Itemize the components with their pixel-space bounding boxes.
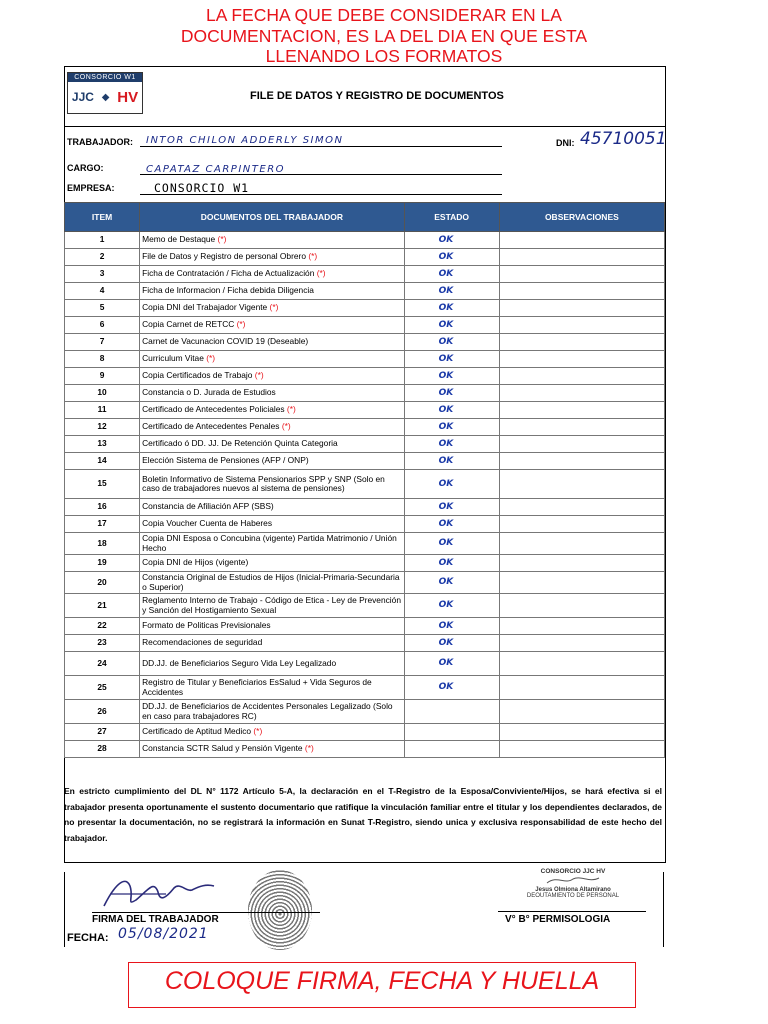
row-document-label: Formato de Politicas Previsionales	[142, 620, 271, 631]
table-row	[65, 572, 665, 594]
row-observaciones[interactable]	[499, 676, 664, 700]
row-document	[140, 334, 404, 351]
row-observaciones[interactable]	[499, 283, 664, 300]
row-estado[interactable]	[404, 700, 499, 724]
row-item-number: 20	[65, 572, 140, 594]
row-observaciones[interactable]	[499, 385, 664, 402]
vb-line	[498, 911, 646, 912]
stamp-dept: DEOUTAMIENTO DE PERSONAL	[526, 893, 620, 899]
legal-notice: En estricto cumplimiento del DL N° 1172 Artículo 5-A, la declaración en el T-Registro de la Esposa/Conviviente/Hijos, se hará efectiva si el trabajador presenta oportunamente el sustento documentario que ratifique la vinculación familiar entre el titular y los dependientes declarados, de no presentar la documentación, no se registrará la información en Sunat T-Registro, siendo unica y exclusiva responsabilidad de este hecho del trabajador.	[64, 786, 662, 843]
estado-value: OK	[438, 404, 454, 415]
row-item-number: 1	[65, 232, 140, 249]
required-marker: (*)	[217, 234, 227, 245]
row-document-label: Certificado de Antecedentes Policiales	[142, 404, 285, 415]
row-observaciones[interactable]	[499, 594, 664, 618]
row-estado[interactable]	[404, 555, 499, 572]
table-row	[65, 470, 665, 499]
row-item-number: 15	[65, 470, 140, 499]
table-row	[65, 594, 665, 618]
row-estado[interactable]	[404, 741, 499, 758]
row-item-number: 27	[65, 724, 140, 741]
row-observaciones[interactable]	[499, 555, 664, 572]
cargo-value: CAPATAZ CARPINTERO	[146, 164, 286, 175]
row-item-number: 26	[65, 700, 140, 724]
header-divider	[64, 126, 665, 127]
row-estado[interactable]	[404, 572, 499, 594]
signature-left-border	[64, 872, 65, 947]
estado-value: OK	[438, 455, 454, 466]
row-document-label: Copia DNI del Trabajador Vigente	[142, 302, 268, 313]
required-marker: (*)	[206, 353, 216, 364]
row-document	[140, 300, 404, 317]
table-row	[65, 635, 665, 652]
row-document	[140, 368, 404, 385]
row-document	[140, 351, 404, 368]
notice-line-1: LA FECHA QUE DEBE CONSIDERAR EN LA	[206, 5, 562, 25]
form-title: FILE DE DATOS Y REGISTRO DE DOCUMENTOS	[250, 90, 504, 102]
cargo-label: CARGO:	[67, 163, 104, 173]
row-document	[140, 436, 404, 453]
row-estado[interactable]	[404, 436, 499, 453]
documents-table	[64, 202, 665, 758]
row-document-label: Copia Voucher Cuenta de Haberes	[142, 518, 273, 529]
estado-value: OK	[438, 421, 454, 432]
empresa-value: CONSORCIO W1	[154, 181, 250, 195]
row-item-number: 17	[65, 516, 140, 533]
estado-value: OK	[438, 285, 454, 296]
row-observaciones[interactable]	[499, 533, 664, 555]
row-estado[interactable]	[404, 266, 499, 283]
row-document-label: Curriculum Vitae	[142, 353, 204, 364]
signature-right-border	[663, 872, 664, 947]
table-row	[65, 317, 665, 334]
table-row	[65, 249, 665, 266]
row-document-label: File de Datos y Registro de personal Obrero	[142, 251, 306, 262]
logo-jjc: JJC	[71, 90, 94, 104]
estado-value: OK	[438, 438, 454, 449]
table-row	[65, 436, 665, 453]
stamp-company: CONSORCIO JJC HV	[540, 868, 606, 875]
row-observaciones[interactable]	[499, 700, 664, 724]
cargo-field[interactable]	[140, 160, 502, 175]
row-document-label: Constancia de Afiliación AFP (SBS)	[142, 501, 274, 512]
estado-value: OK	[438, 353, 454, 364]
vb-label: V° B° PERMISOLOGIA	[505, 914, 611, 925]
row-estado[interactable]	[404, 368, 499, 385]
row-document	[140, 676, 404, 700]
row-document-label: Reglamento Interno de Trabajo - Código de Etica - Ley de Prevención y Sanción del Hostigamiento Sexual	[142, 595, 401, 615]
table-row	[65, 266, 665, 283]
row-document	[140, 385, 404, 402]
row-document	[140, 724, 404, 741]
row-document-label: Elección Sistema de Pensiones (AFP / ONP)	[142, 455, 309, 466]
trabajador-value: INTOR CHILON ADDERLY SIMON	[146, 135, 344, 146]
row-item-number: 24	[65, 652, 140, 676]
row-document-label: Ficha de Informacion / Ficha debida Diligencia	[142, 285, 314, 296]
estado-value: OK	[438, 501, 454, 512]
table-row	[65, 351, 665, 368]
required-marker: (*)	[236, 319, 246, 330]
row-estado[interactable]	[404, 300, 499, 317]
row-document-label: Copia Certificados de Trabajo	[142, 370, 253, 381]
row-estado[interactable]	[404, 724, 499, 741]
row-item-number: 7	[65, 334, 140, 351]
estado-value: OK	[438, 478, 454, 489]
row-document-label: Memo de Destaque	[142, 234, 216, 245]
estado-value: OK	[438, 234, 454, 245]
row-item-number: 22	[65, 618, 140, 635]
estado-value: OK	[438, 600, 454, 611]
row-document	[140, 652, 404, 676]
row-document	[140, 635, 404, 652]
row-estado[interactable]	[404, 385, 499, 402]
dni-label: DNI:	[556, 138, 575, 148]
empresa-label: EMPRESA:	[67, 183, 115, 193]
row-estado[interactable]	[404, 249, 499, 266]
legal-divider	[64, 862, 665, 863]
row-document-label: Constancia o D. Jurada de Estudios	[142, 387, 276, 398]
row-item-number: 16	[65, 499, 140, 516]
row-document-label: Certificado ó DD. JJ. De Retención Quinta Categoria	[142, 438, 338, 449]
row-document-label: Registro de Titular y Beneficiarios EsSalud + Vida Seguros de Accidentes	[142, 677, 372, 697]
row-observaciones[interactable]	[499, 741, 664, 758]
row-estado[interactable]	[404, 419, 499, 436]
required-marker: (*)	[269, 302, 279, 313]
row-document-label: Certificado de Aptitud Medico	[142, 726, 252, 737]
row-document	[140, 499, 404, 516]
row-item-number: 14	[65, 453, 140, 470]
estado-value: OK	[438, 268, 454, 279]
estado-value: OK	[438, 538, 454, 549]
signature-reminder: COLOQUE FIRMA, FECHA Y HUELLA	[128, 962, 636, 1008]
row-estado[interactable]	[404, 676, 499, 700]
date-notice	[0, 5, 768, 67]
row-item-number: 4	[65, 283, 140, 300]
row-document-label: Copia Carnet de RETCC	[142, 319, 235, 330]
row-estado[interactable]	[404, 453, 499, 470]
fecha-label: FECHA:	[67, 932, 109, 944]
table-row	[65, 334, 665, 351]
table-row	[65, 368, 665, 385]
estado-value: OK	[438, 637, 454, 648]
header-observaciones: OBSERVACIONES	[499, 203, 664, 232]
row-estado[interactable]	[404, 652, 499, 676]
required-marker: (*)	[308, 251, 318, 262]
required-marker: (*)	[286, 404, 296, 415]
row-document-label: Certificado de Antecedentes Penales	[142, 421, 280, 432]
estado-value: OK	[438, 336, 454, 347]
table-row	[65, 724, 665, 741]
row-observaciones[interactable]	[499, 453, 664, 470]
logo-title: CONSORCIO W1	[68, 73, 142, 82]
row-item-number: 23	[65, 635, 140, 652]
row-document	[140, 572, 404, 594]
table-row	[65, 385, 665, 402]
row-observaciones[interactable]	[499, 724, 664, 741]
row-item-number: 21	[65, 594, 140, 618]
estado-value: OK	[438, 302, 454, 313]
table-row	[65, 499, 665, 516]
row-estado[interactable]	[404, 499, 499, 516]
row-item-number: 18	[65, 533, 140, 555]
firma-label: FIRMA DEL TRABAJADOR	[92, 914, 219, 925]
row-estado[interactable]	[404, 334, 499, 351]
row-observaciones[interactable]	[499, 249, 664, 266]
row-estado[interactable]	[404, 317, 499, 334]
row-document	[140, 249, 404, 266]
row-observaciones[interactable]	[499, 516, 664, 533]
row-document	[140, 402, 404, 419]
required-marker: (*)	[316, 268, 326, 279]
estado-value: OK	[438, 557, 454, 568]
table-row	[65, 402, 665, 419]
row-estado[interactable]	[404, 533, 499, 555]
row-estado[interactable]	[404, 618, 499, 635]
row-document	[140, 232, 404, 249]
row-document	[140, 533, 404, 555]
logo-diamond-icon: ◆	[101, 91, 110, 103]
notice-line-3: LLENANDO LOS FORMATOS	[265, 46, 503, 66]
row-document	[140, 419, 404, 436]
dni-value[interactable]: 45710051	[580, 129, 667, 149]
row-estado[interactable]	[404, 635, 499, 652]
table-row	[65, 618, 665, 635]
row-document	[140, 470, 404, 499]
row-observaciones[interactable]	[499, 402, 664, 419]
documents-table-body	[65, 232, 665, 758]
header-item: ITEM	[65, 203, 140, 232]
row-item-number: 9	[65, 368, 140, 385]
row-document	[140, 741, 404, 758]
estado-value: OK	[438, 658, 454, 669]
row-document-label: Recomendaciones de seguridad	[142, 637, 263, 648]
row-document-label: Carnet de Vacunacion COVID 19 (Deseable)	[142, 336, 309, 347]
required-marker: (*)	[253, 726, 263, 737]
row-observaciones[interactable]	[499, 618, 664, 635]
row-document-label: Ficha de Contratación / Ficha de Actualización	[142, 268, 315, 279]
fecha-value[interactable]: 05/08/2021	[118, 926, 209, 942]
row-item-number: 3	[65, 266, 140, 283]
row-observaciones[interactable]	[499, 317, 664, 334]
required-marker: (*)	[281, 421, 291, 432]
row-estado[interactable]	[404, 516, 499, 533]
table-row	[65, 516, 665, 533]
table-row	[65, 419, 665, 436]
estado-value	[407, 744, 439, 754]
row-estado[interactable]	[404, 402, 499, 419]
row-estado[interactable]	[404, 594, 499, 618]
logo-hv: HV	[117, 88, 139, 106]
table-row	[65, 676, 665, 700]
estado-value: OK	[438, 518, 454, 529]
signature-scribble	[96, 872, 236, 914]
row-item-number: 10	[65, 385, 140, 402]
row-document	[140, 700, 404, 724]
signature-line	[92, 912, 320, 913]
row-estado[interactable]	[404, 351, 499, 368]
permisologia-stamp	[508, 868, 638, 908]
row-estado[interactable]	[404, 283, 499, 300]
table-row	[65, 283, 665, 300]
table-row	[65, 700, 665, 724]
required-marker: (*)	[304, 743, 314, 754]
fingerprint-icon	[248, 870, 312, 950]
row-document-label: DD.JJ. de Beneficiarios de Accidentes Personales Legalizado (Solo en caso para trabajadores RC)	[142, 701, 393, 721]
row-observaciones[interactable]	[499, 419, 664, 436]
estado-value: OK	[438, 682, 454, 693]
row-item-number: 12	[65, 419, 140, 436]
row-observaciones[interactable]	[499, 334, 664, 351]
table-row	[65, 652, 665, 676]
estado-value: OK	[438, 251, 454, 262]
table-row	[65, 232, 665, 249]
row-item-number: 6	[65, 317, 140, 334]
row-item-number: 11	[65, 402, 140, 419]
row-document-label: DD.JJ. de Beneficiarios Seguro Vida Ley Legalizado	[142, 657, 337, 668]
table-header-row	[65, 203, 665, 232]
row-document	[140, 594, 404, 618]
row-item-number: 8	[65, 351, 140, 368]
row-observaciones[interactable]	[499, 368, 664, 385]
estado-value	[407, 706, 439, 716]
row-observaciones[interactable]	[499, 652, 664, 676]
row-observaciones[interactable]	[499, 300, 664, 317]
header-estado: ESTADO	[404, 203, 499, 232]
row-item-number: 19	[65, 555, 140, 572]
row-observaciones[interactable]	[499, 470, 664, 499]
notice-line-2: DOCUMENTACION, ES LA DEL DIA EN QUE ESTA	[180, 25, 588, 46]
estado-value: OK	[438, 577, 454, 588]
estado-value	[407, 727, 439, 737]
estado-value: OK	[438, 370, 454, 381]
header-documents: DOCUMENTOS DEL TRABAJADOR	[140, 203, 404, 232]
row-observaciones[interactable]	[499, 436, 664, 453]
row-document-label: Copia DNI de Hijos (vigente)	[142, 557, 249, 568]
estado-value: OK	[438, 620, 454, 631]
row-document	[140, 453, 404, 470]
row-estado[interactable]	[404, 470, 499, 499]
row-document	[140, 283, 404, 300]
estado-value: OK	[438, 319, 454, 330]
row-item-number: 28	[65, 741, 140, 758]
table-row	[65, 555, 665, 572]
row-document-label: Boletin Informativo de Sistema Pensionarios SPP y SNP (Solo en caso de trabajadores nuevos al sistema de pensiones)	[142, 473, 385, 493]
row-document	[140, 317, 404, 334]
row-document	[140, 266, 404, 283]
stamp-name: Jesus Olmiona Altamirano	[535, 887, 611, 893]
table-row	[65, 533, 665, 555]
row-observaciones[interactable]	[499, 232, 664, 249]
row-document-label: Copia DNI Esposa o Concubina (vigente) Partida Matrimonio / Unión Hecho	[142, 533, 397, 553]
row-observaciones[interactable]	[499, 572, 664, 594]
row-document	[140, 555, 404, 572]
trabajador-label: TRABAJADOR:	[67, 137, 133, 147]
row-document-label: Constancia Original de Estudios de Hijos (Inicial-Primaria-Secundaria o Superior)	[142, 572, 400, 592]
row-item-number: 13	[65, 436, 140, 453]
row-observaciones[interactable]	[499, 266, 664, 283]
required-marker: (*)	[254, 370, 264, 381]
row-document	[140, 618, 404, 635]
row-item-number: 2	[65, 249, 140, 266]
table-row	[65, 300, 665, 317]
stamp-signature	[543, 875, 603, 885]
row-document	[140, 516, 404, 533]
row-observaciones[interactable]	[499, 351, 664, 368]
row-observaciones[interactable]	[499, 499, 664, 516]
consorcio-logo	[67, 72, 143, 114]
trabajador-field[interactable]	[140, 132, 502, 147]
table-row	[65, 741, 665, 758]
table-row	[65, 453, 665, 470]
row-estado[interactable]	[404, 232, 499, 249]
empresa-field[interactable]	[140, 179, 502, 195]
row-item-number: 5	[65, 300, 140, 317]
estado-value: OK	[438, 387, 454, 398]
row-item-number: 25	[65, 676, 140, 700]
row-observaciones[interactable]	[499, 635, 664, 652]
row-document-label: Constancia SCTR Salud y Pensión Vigente	[142, 743, 303, 754]
